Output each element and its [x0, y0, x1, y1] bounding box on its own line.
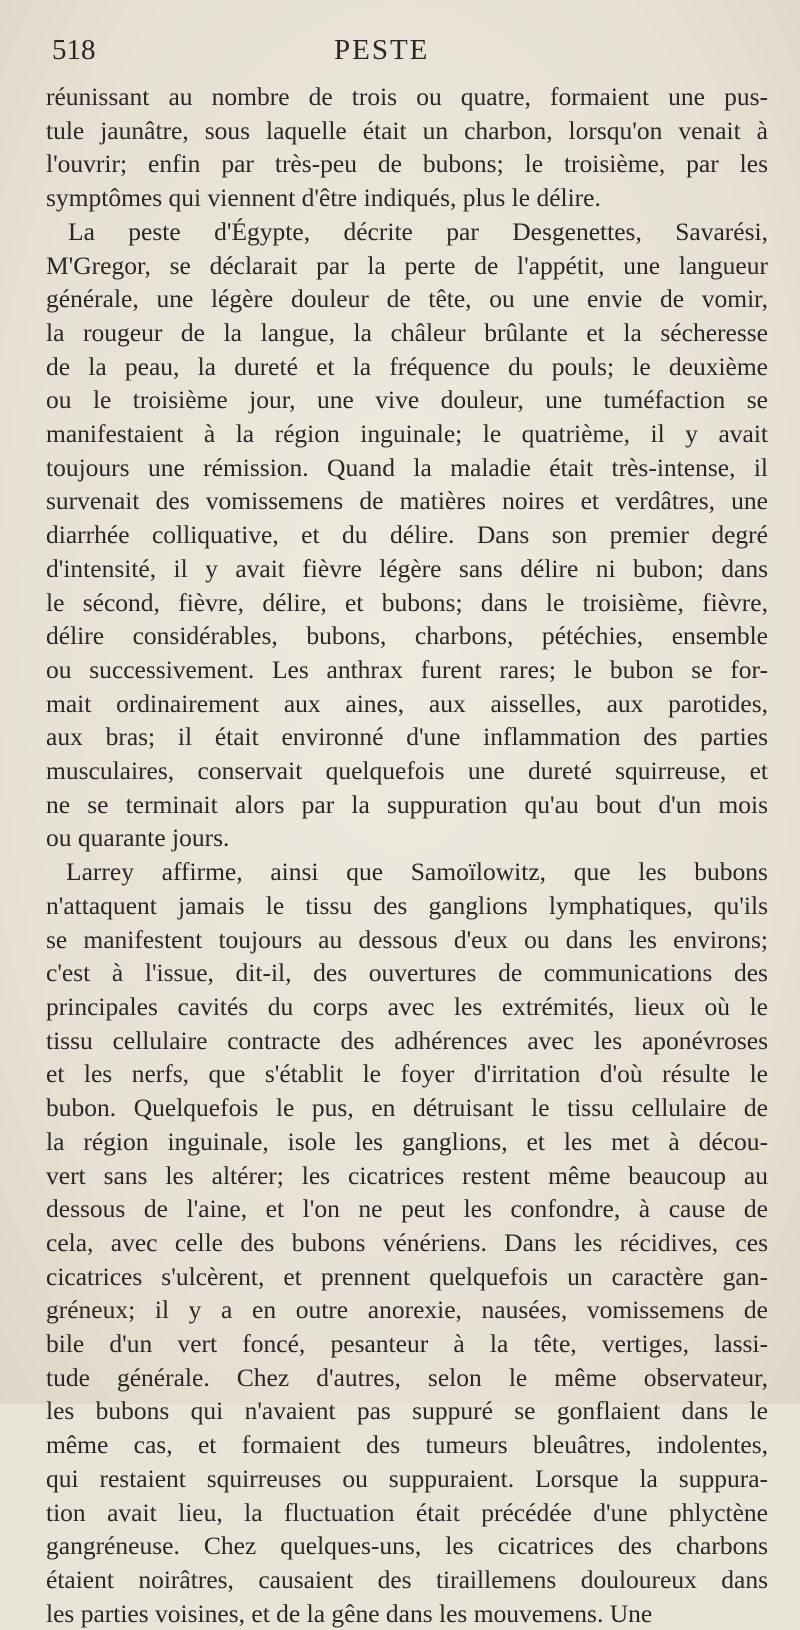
- text-line: l'ouvrir; enfin par très-peu de bubons; le troisième, par les: [46, 149, 768, 179]
- text-line: qui restaient squirreuses ou suppuraient. Lorsque la suppura-: [46, 1463, 768, 1493]
- page-header: [52, 34, 740, 80]
- text-line: ne se terminait alors par la suppuration qu'au bout d'un mois: [46, 789, 768, 819]
- text-line: cicatrices s'ulcèrent, et prennent quelquefois un caractère gan-: [46, 1261, 768, 1291]
- text-line: se manifestent toujours au dessous d'eux ou dans les environs;: [46, 924, 768, 954]
- text-line: ou quarante jours.: [46, 823, 230, 853]
- text-line: tissu cellulaire contracte des adhérences avec les aponévroses: [46, 1025, 768, 1055]
- body-text: [46, 80, 768, 1630]
- text-line: même cas, et formaient des tumeurs bleuâtres, indolentes,: [46, 1430, 768, 1460]
- text-line: symptômes qui viennent d'être indiqués, plus le délire.: [46, 183, 601, 213]
- text-line: gréneux; il y a en outre anorexie, nausées, vomissemens de: [46, 1295, 768, 1325]
- text-line: survenait des vomissemens de matières noires et verdâtres, une: [46, 486, 768, 516]
- text-line: vert sans les altérer; les cicatrices restent même beaucoup au: [46, 1160, 768, 1190]
- text-line: les bubons qui n'avaient pas suppuré se gonflaient dans le: [46, 1396, 768, 1426]
- text-line: cela, avec celle des bubons vénériens. Dans les récidives, ces: [46, 1227, 768, 1257]
- text-line: diarrhée colliquative, et du délire. Dans son premier degré: [46, 520, 768, 550]
- page-number: 518: [52, 34, 96, 66]
- text-line: bile d'un vert foncé, pesanteur à la tête, vertiges, lassi-: [46, 1329, 768, 1359]
- text-line: générale, une légère douleur de tête, ou une envie de vomir,: [46, 284, 768, 314]
- running-title: PESTE: [334, 34, 430, 66]
- text-line: M'Gregor, se déclarait par la perte de l'appétit, une langueur: [46, 250, 768, 280]
- text-line: manifestaient à la région inguinale; le quatrième, il y avait: [46, 419, 768, 449]
- text-line: c'est à l'issue, dit-il, des ouvertures de communications des: [46, 958, 768, 988]
- text-line: délire considérables, bubons, charbons, pétéchies, ensemble: [46, 621, 768, 651]
- text-line: le sécond, fièvre, délire, et bubons; dans le troisième, fièvre,: [46, 587, 768, 617]
- text-line: tude générale. Chez d'autres, selon le même observateur,: [46, 1362, 768, 1392]
- text-line: mait ordinairement aux aines, aux aisselles, aux parotides,: [46, 688, 768, 718]
- text-line: tion avait lieu, la fluctuation était précédée d'une phlyctène: [46, 1497, 768, 1527]
- text-line: dessous de l'aine, et l'on ne peut les confondre, à cause de: [46, 1194, 768, 1224]
- paragraph-start-line: Larrey affirme, ainsi que Samoïlowitz, que les bubons: [66, 857, 768, 887]
- text-line: musculaires, conservait quelquefois une dureté squirreuse, et: [46, 756, 768, 786]
- text-line: n'attaquent jamais le tissu des ganglions lymphatiques, qu'ils: [46, 890, 768, 920]
- text-line: toujours une rémission. Quand la maladie était très-intense, il: [46, 452, 768, 482]
- text-line: étaient noirâtres, causaient des tiraillemens douloureux dans: [46, 1564, 768, 1594]
- text-line: de la peau, la dureté et la fréquence du pouls; le deuxième: [46, 351, 768, 381]
- text-line: gangréneuse. Chez quelques-uns, les cicatrices des charbons: [46, 1531, 768, 1561]
- text-line: la région inguinale, isole les ganglions, et les met à décou-: [46, 1126, 768, 1156]
- text-line: réunissant au nombre de trois ou quatre, formaient une pus-: [46, 82, 768, 111]
- text-line: la rougeur de la langue, la châleur brûlante et la sécheresse: [46, 317, 768, 347]
- text-line: ou le troisième jour, une vive douleur, une tuméfaction se: [46, 385, 768, 415]
- text-line: d'intensité, il y avait fièvre légère sans délire ni bubon; dans: [46, 553, 768, 583]
- text-line: bubon. Quelquefois le pus, en détruisant le tissu cellulaire de: [46, 1093, 768, 1123]
- text-line: et les nerfs, que s'établit le foyer d'irritation d'où résulte le: [46, 1059, 768, 1089]
- text-line: principales cavités du corps avec les extrémités, lieux où le: [46, 991, 768, 1021]
- text-line: tule jaunâtre, sous laquelle était un charbon, lorsqu'on venait à: [46, 115, 768, 145]
- paragraph-start-line: La peste d'Égypte, décrite par Desgenettes, Savarési,: [68, 216, 768, 246]
- text-line: aux bras; il était environné d'une inflammation des parties: [46, 722, 768, 752]
- text-line: ou successivement. Les anthrax furent rares; le bubon se for-: [46, 654, 768, 684]
- text-line: les parties voisines, et de la gêne dans les mouvemens. Une: [46, 1598, 653, 1628]
